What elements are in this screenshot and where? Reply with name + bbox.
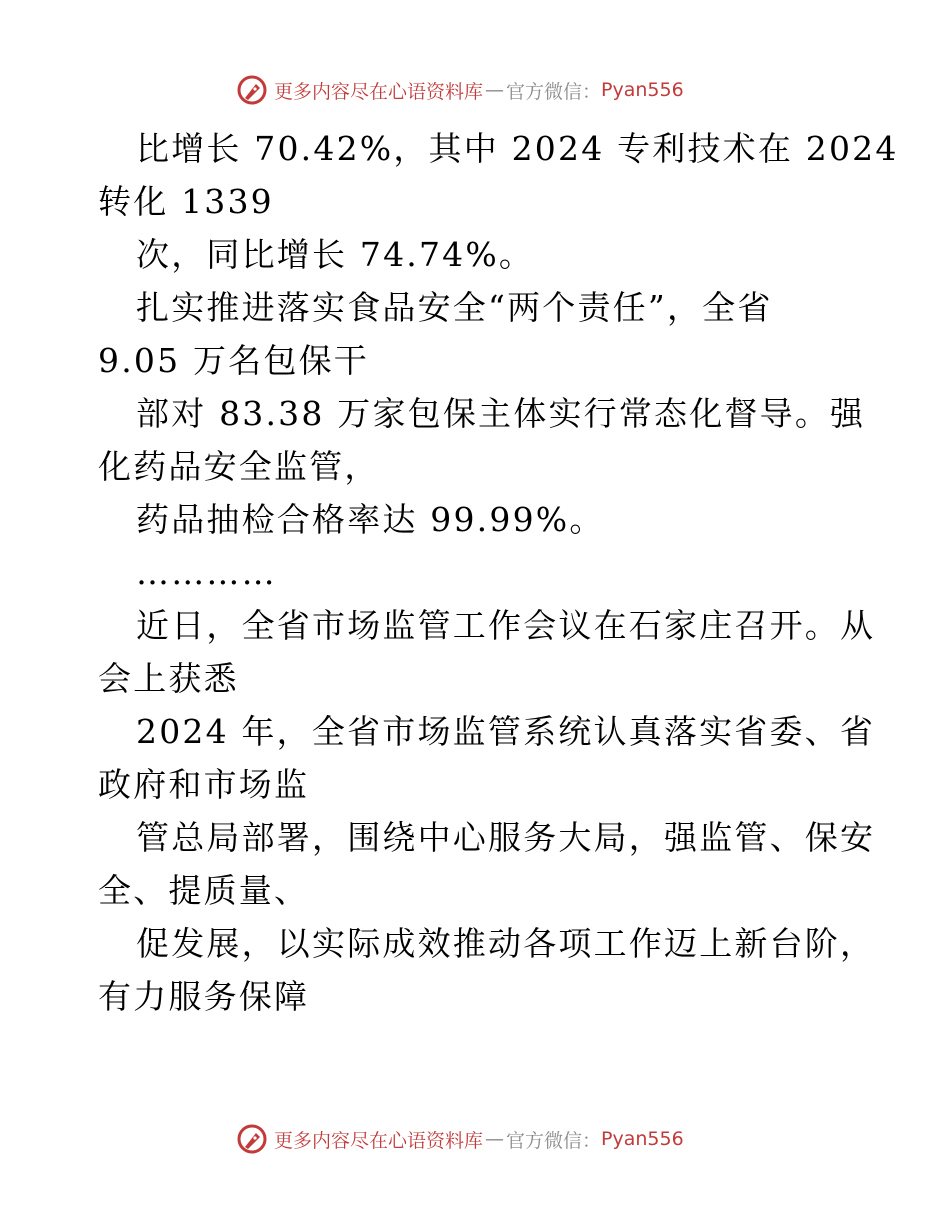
watermark-suffix: 官方微信： [506, 1129, 602, 1152]
text-line: 比增长 70.42%，其中 2024 专利技术在 2024 [136, 129, 899, 168]
text-line: 政府和市场监 [98, 765, 310, 804]
text-line: 近日，全省市场监管工作会议在石家庄召开。从 [136, 606, 876, 645]
text-line: 药品抽检合格率达 99.99%。 [136, 500, 605, 539]
watermark-separator: — [485, 1128, 505, 1150]
footer-watermark [236, 1122, 756, 1156]
text-line: 部对 83.38 万家包保主体实行常态化督导。强 [136, 394, 866, 433]
text-line: 2024 年，全省市场监管系统认真落实省委、省 [136, 712, 876, 751]
watermark-account-id: Pyan556 [601, 1128, 684, 1150]
header-watermark [236, 73, 756, 107]
text-line: 有力服务保障 [98, 977, 310, 1016]
watermark-prefix: 更多内容尽在心语资料库 [274, 1129, 484, 1152]
text-line: 化药品安全监管， [98, 447, 380, 486]
text-line: 管总局部署，围绕中心服务大局，强监管、保安 [136, 818, 876, 857]
document-body [98, 122, 899, 1023]
text-line: 扎实推进落实食品安全“两个责任”，全省 [136, 288, 773, 327]
watermark-separator: — [485, 79, 505, 101]
pen-nib-logo-icon [236, 1123, 268, 1155]
watermark-suffix: 官方微信： [506, 80, 602, 103]
text-line: ………… [136, 553, 277, 592]
text-line: 转化 1339 [98, 182, 274, 221]
text-line: 全、提质量、 [98, 871, 310, 910]
watermark-account-id: Pyan556 [601, 79, 684, 101]
watermark-prefix: 更多内容尽在心语资料库 [274, 80, 484, 103]
text-line: 次，同比增长 74.74%。 [136, 235, 535, 274]
pen-nib-logo-icon [236, 74, 268, 106]
text-line: 9.05 万名包保干 [98, 341, 369, 380]
text-line: 会上获悉 [98, 659, 239, 698]
text-line: 促发展，以实际成效推动各项工作迈上新台阶， [136, 924, 876, 963]
